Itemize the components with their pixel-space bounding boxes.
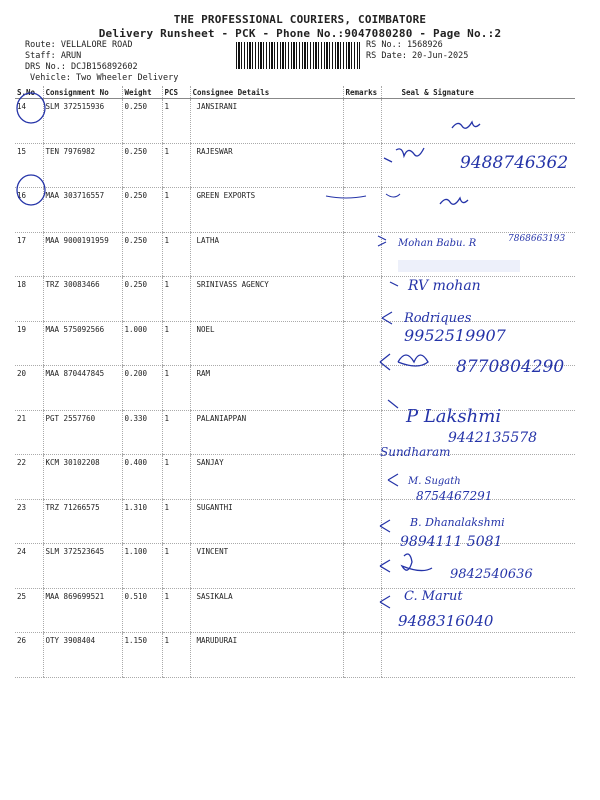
table-row bbox=[15, 588, 575, 633]
consignee-cell: MARUDURAI bbox=[190, 633, 343, 678]
consignment-cell: PGT 2557760 bbox=[43, 410, 122, 455]
remarks-cell bbox=[343, 277, 381, 322]
weight-cell: 0.250 bbox=[122, 99, 162, 144]
signature-cell bbox=[381, 633, 575, 678]
handwritten-signature: RV mohan bbox=[408, 278, 481, 294]
table-row bbox=[15, 188, 575, 233]
consignment-cell: MAA 9000191959 bbox=[43, 232, 122, 277]
col-header: Consignment No bbox=[43, 86, 122, 99]
sno-cell: 25 bbox=[15, 588, 43, 633]
consignment-cell: SLM 372523645 bbox=[43, 544, 122, 589]
consignment-cell: SLM 372515936 bbox=[43, 99, 122, 144]
consignment-cell: OTY 3908404 bbox=[43, 633, 122, 678]
weight-cell: 1.000 bbox=[122, 321, 162, 366]
rs-date: RS Date: 20-Jun-2025 bbox=[366, 51, 469, 61]
sno-cell: 18 bbox=[15, 277, 43, 322]
table-header-row bbox=[15, 86, 575, 99]
pcs-cell: 1 bbox=[162, 99, 190, 144]
handwritten-phone: 9842540636 bbox=[450, 567, 533, 582]
weight-cell: 1.310 bbox=[122, 499, 162, 544]
pcs-cell: 1 bbox=[162, 143, 190, 188]
rs-number: RS No.: 1568926 bbox=[366, 40, 443, 50]
table-row bbox=[15, 499, 575, 544]
weight-cell: 0.250 bbox=[122, 277, 162, 322]
col-header: Consignee Details bbox=[190, 86, 343, 99]
weight-cell: 0.250 bbox=[122, 232, 162, 277]
table-row bbox=[15, 143, 575, 188]
table-row bbox=[15, 410, 575, 455]
table-row bbox=[15, 544, 575, 589]
handwritten-name: M. Sugath bbox=[408, 476, 461, 487]
remarks-cell bbox=[343, 499, 381, 544]
consignee-cell: VINCENT bbox=[190, 544, 343, 589]
signature-cell bbox=[381, 143, 575, 188]
weight-cell: 1.100 bbox=[122, 544, 162, 589]
signature-cell bbox=[381, 232, 575, 277]
staff-field: Staff: ARUN bbox=[25, 51, 82, 61]
signature-cell bbox=[381, 588, 575, 633]
consignee-cell: SRINIVASS AGENCY bbox=[190, 277, 343, 322]
table-row bbox=[15, 232, 575, 277]
handwritten-phone: 9488316040 bbox=[398, 612, 494, 630]
consignee-cell: RAM bbox=[190, 366, 343, 411]
remarks-cell bbox=[343, 455, 381, 500]
sno-cell: 19 bbox=[15, 321, 43, 366]
pcs-cell: 1 bbox=[162, 366, 190, 411]
company-title: THE PROFESSIONAL COURIERS, COIMBATORE bbox=[173, 13, 427, 26]
pcs-cell: 1 bbox=[162, 499, 190, 544]
consignee-cell: PALANIAPPAN bbox=[190, 410, 343, 455]
remarks-cell bbox=[343, 143, 381, 188]
sno-cell: 22 bbox=[15, 455, 43, 500]
signature-cell bbox=[381, 544, 575, 589]
handwritten-name: Sundharam bbox=[380, 445, 451, 459]
consignment-cell: TRZ 30083466 bbox=[43, 277, 122, 322]
table-row bbox=[15, 366, 575, 411]
runsheet-subtitle: Delivery Runsheet - PCK - Phone No.:9047080280 - Page No.:2 bbox=[98, 27, 502, 40]
sno-cell: 16 bbox=[15, 188, 43, 233]
consignment-cell: KCM 30102208 bbox=[43, 455, 122, 500]
sno-cell: 14 bbox=[15, 99, 43, 144]
pcs-cell: 1 bbox=[162, 188, 190, 233]
consignee-cell: GREEN EXPORTS bbox=[190, 188, 343, 233]
signature-cell bbox=[381, 455, 575, 500]
signature-cell bbox=[381, 277, 575, 322]
handwritten-name: Mohan Babu. R bbox=[398, 238, 477, 249]
consignee-cell: SUGANTHI bbox=[190, 499, 343, 544]
handwritten-phone: 9894111 5081 bbox=[400, 534, 503, 550]
handwritten-phone: 9442135578 bbox=[448, 430, 538, 446]
weight-cell: 0.200 bbox=[122, 366, 162, 411]
col-header: Weight bbox=[122, 86, 162, 99]
consignee-cell: JANSIRANI bbox=[190, 99, 343, 144]
sno-cell: 17 bbox=[15, 232, 43, 277]
table-row bbox=[15, 99, 575, 144]
remarks-cell bbox=[343, 544, 381, 589]
handwritten-phone: 9488746362 bbox=[460, 153, 569, 173]
table-row bbox=[15, 321, 575, 366]
weight-cell: 0.330 bbox=[122, 410, 162, 455]
handwritten-name: B. Dhanalakshmi bbox=[410, 516, 505, 529]
remarks-cell bbox=[343, 188, 381, 233]
sno-cell: 15 bbox=[15, 143, 43, 188]
signature-cell bbox=[381, 366, 575, 411]
col-header: S.No bbox=[15, 86, 43, 99]
handwritten-phone: 8770804290 bbox=[456, 357, 565, 377]
pcs-cell: 1 bbox=[162, 455, 190, 500]
pcs-cell: 1 bbox=[162, 410, 190, 455]
remarks-cell bbox=[343, 99, 381, 144]
col-header: PCS bbox=[162, 86, 190, 99]
remarks-cell bbox=[343, 232, 381, 277]
handwritten-phone: 9952519907 bbox=[404, 326, 506, 345]
sno-cell: 20 bbox=[15, 366, 43, 411]
handwritten-name: Rodriques bbox=[404, 311, 472, 326]
consignment-cell: TEN 7976982 bbox=[43, 143, 122, 188]
table-row bbox=[15, 455, 575, 500]
consignee-cell: SANJAY bbox=[190, 455, 343, 500]
sno-cell: 23 bbox=[15, 499, 43, 544]
vehicle-field: Vehicle: Two Wheeler Delivery bbox=[30, 73, 179, 83]
pcs-cell: 1 bbox=[162, 633, 190, 678]
col-header: Remarks bbox=[343, 86, 381, 99]
consignment-cell: TRZ 71266575 bbox=[43, 499, 122, 544]
remarks-cell bbox=[343, 633, 381, 678]
weight-cell: 1.150 bbox=[122, 633, 162, 678]
table-row bbox=[15, 277, 575, 322]
signature-cell bbox=[381, 499, 575, 544]
handwritten-phone: 8754467291 bbox=[416, 489, 493, 503]
consignment-cell: MAA 869699521 bbox=[43, 588, 122, 633]
signature-cell bbox=[381, 99, 575, 144]
pcs-cell: 1 bbox=[162, 321, 190, 366]
handwritten-phone: 7868663193 bbox=[508, 234, 566, 244]
pcs-cell: 1 bbox=[162, 588, 190, 633]
sno-cell: 26 bbox=[15, 633, 43, 678]
table-row bbox=[15, 633, 575, 678]
weight-cell: 0.510 bbox=[122, 588, 162, 633]
drs-number: DRS No.: DCJB156892602 bbox=[25, 62, 138, 72]
pcs-cell: 1 bbox=[162, 277, 190, 322]
pcs-cell: 1 bbox=[162, 544, 190, 589]
weight-cell: 0.250 bbox=[122, 143, 162, 188]
remarks-cell bbox=[343, 366, 381, 411]
signature-cell bbox=[381, 188, 575, 233]
consignee-cell: NOEL bbox=[190, 321, 343, 366]
sno-cell: 24 bbox=[15, 544, 43, 589]
barcode bbox=[236, 42, 360, 69]
consignment-cell: MAA 575092566 bbox=[43, 321, 122, 366]
consignment-cell: MAA 870447845 bbox=[43, 366, 122, 411]
signature-cell bbox=[381, 410, 575, 455]
weight-cell: 0.400 bbox=[122, 455, 162, 500]
handwritten-name: P Lakshmi bbox=[406, 406, 502, 427]
remarks-cell bbox=[343, 410, 381, 455]
signature-cell bbox=[381, 321, 575, 366]
col-header: Seal & Signature bbox=[381, 86, 575, 99]
consignee-cell: RAJESWAR bbox=[190, 143, 343, 188]
handwritten-name: C. Marut bbox=[404, 589, 463, 604]
consignee-cell: SASIKALA bbox=[190, 588, 343, 633]
runsheet-table bbox=[15, 86, 575, 678]
weight-cell: 0.250 bbox=[122, 188, 162, 233]
consignee-cell: LATHA bbox=[190, 232, 343, 277]
route-field: Route: VELLALORE ROAD bbox=[25, 40, 133, 50]
sno-cell: 21 bbox=[15, 410, 43, 455]
remarks-cell bbox=[343, 588, 381, 633]
consignment-cell: MAA 303716557 bbox=[43, 188, 122, 233]
remarks-cell bbox=[343, 321, 381, 366]
pcs-cell: 1 bbox=[162, 232, 190, 277]
